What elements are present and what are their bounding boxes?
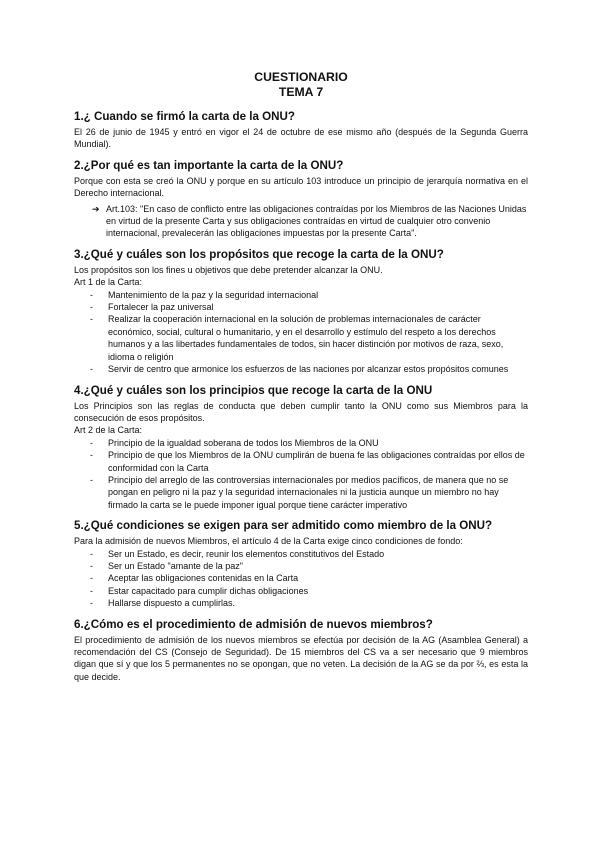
list-bullet: - [90, 314, 93, 325]
list-bullet: - [90, 302, 93, 313]
list-bullet: - [90, 598, 93, 609]
list-bullet: - [90, 450, 93, 461]
list-bullet: - [90, 289, 93, 300]
list-bullet: - [90, 585, 93, 596]
list-bullet: - [90, 560, 93, 571]
list-item: - Fortalecer la paz universal [90, 302, 214, 313]
question-heading: 3.¿Qué y cuáles son los propósitos que recoge la carta de la ONU? [74, 247, 444, 261]
section-2 [74, 159, 528, 240]
article-quote: Art.103: "En caso de conflicto entre las obligaciones contraídas por los Miembros de las Naciones Unidas en virtud de la presente Carta y sus obligaciones contraídas en virtud de cualquier otro convenio internacional, prevalecerán las obligaciones impuestas por la presente Carta". [106, 203, 527, 239]
list-item: - Ser un Estado "amante de la paz" [90, 560, 243, 571]
section-6 [74, 618, 528, 684]
answer-paragraph: Porque con esta se creó la ONU y porque en su artículo 103 introduce un principio de jerarquía normativa en el Derecho internacional. [74, 175, 528, 199]
question-heading: 2.¿Por qué es tan importante la carta de la ONU? [74, 158, 344, 172]
purposes-list [90, 289, 528, 376]
answer-paragraph: Los Principios son las reglas de conducta que deben cumplir tanto la ONU como sus Miembros para la consecución de esos propósitos. [74, 400, 528, 423]
list-item: - Realizar la cooperación internacional en la solución de problemas internacionales de carácter económico, social, cultural o humanitario, y en el desarrollo y estímulo del respeto a los derechos humanos y a las libertades fundamentales de todos, sin hacer distinción por motivos de raza, sexo, idioma o religión [90, 314, 504, 362]
article-reference: Art 2 de la Carta: [74, 425, 143, 436]
answer-paragraph: Los propósitos son los fines u objetivos que debe pretender alcanzar la ONU. [74, 264, 383, 275]
list-item: - Principio de la igualdad soberana de todos los Miembros de la ONU [90, 437, 379, 448]
section-3 [74, 248, 528, 376]
list-bullet: - [90, 548, 93, 559]
list-item: - Principio del arreglo de las controversias internacionales por medios pacíficos, de manera que no se pongan en peligro ni la paz y la seguridad internacionales ni la justicia aunque un miembro no hay firmado la carta se le puede imponer igual porque tiene carácter imperativo [90, 474, 509, 510]
list-item: - Mantenimiento de la paz y la seguridad internacional [90, 289, 319, 300]
arrow-right-icon: ➔ [92, 203, 100, 214]
principles-list [90, 437, 528, 511]
conditions-list [90, 548, 528, 610]
answer-paragraph: El procedimiento de admisión de los nuevos miembros se efectúa por decisión de la AG (Asamblea General) a recomendación del CS (Consejo de Seguridad). De 15 miembros del CS va a ser necesario que 9 miembros digan que sí y que los 5 permanentes no se opongan, que no veten. La decisión de la AG se da por ⅔, es esta la que decide. [74, 634, 528, 682]
document-title: CUESTIONARIO [254, 70, 348, 84]
answer-paragraph: El 26 de junio de 1945 y entró en vigor el 24 de octubre de ese mismo año (después de la Segunda Guerra Mundial). [74, 127, 528, 150]
question-heading: 5.¿Qué condiciones se exigen para ser admitido como miembro de la ONU? [74, 519, 493, 533]
list-bullet: - [90, 364, 93, 375]
list-item: - Ser un Estado, es decir, reunir los elementos constitutivos del Estado [90, 548, 385, 559]
article-reference: Art 1 de la Carta: [74, 277, 143, 288]
list-item: - Principio de que los Miembros de la ONU cumplirán de buena fe las obligaciones contraídas por ellos de conformidad con la Carta [90, 450, 525, 473]
section-5 [74, 519, 528, 609]
quote-block [92, 203, 528, 240]
list-bullet: - [90, 573, 93, 584]
question-heading: 4.¿Qué y cuáles son los principios que recoge la carta de la ONU [74, 383, 433, 397]
section-1 [74, 110, 528, 151]
document-subtitle: TEMA 7 [278, 85, 324, 99]
list-item: - Aceptar las obligaciones contenidas en la Carta [90, 573, 299, 584]
list-bullet: - [90, 474, 93, 485]
answer-paragraph: Para la admisión de nuevos Miembros, el artículo 4 de la Carta exige cinco condiciones de fondo: [74, 536, 463, 547]
section-4 [74, 384, 528, 512]
question-heading: 1.¿ Cuando se firmó la carta de la ONU? [74, 110, 295, 123]
list-bullet: - [90, 437, 93, 448]
list-item: - Estar capacitado para cumplir dichas obligaciones [90, 585, 309, 596]
question-heading: 6.¿Cómo es el procedimiento de admisión de nuevos miembros? [74, 617, 433, 631]
list-item: - Servir de centro que armonice los esfuerzos de las naciones por alcanzar estos propósitos comunes [90, 364, 509, 375]
list-item: - Hallarse dispuesto a cumplirlas. [90, 598, 236, 609]
